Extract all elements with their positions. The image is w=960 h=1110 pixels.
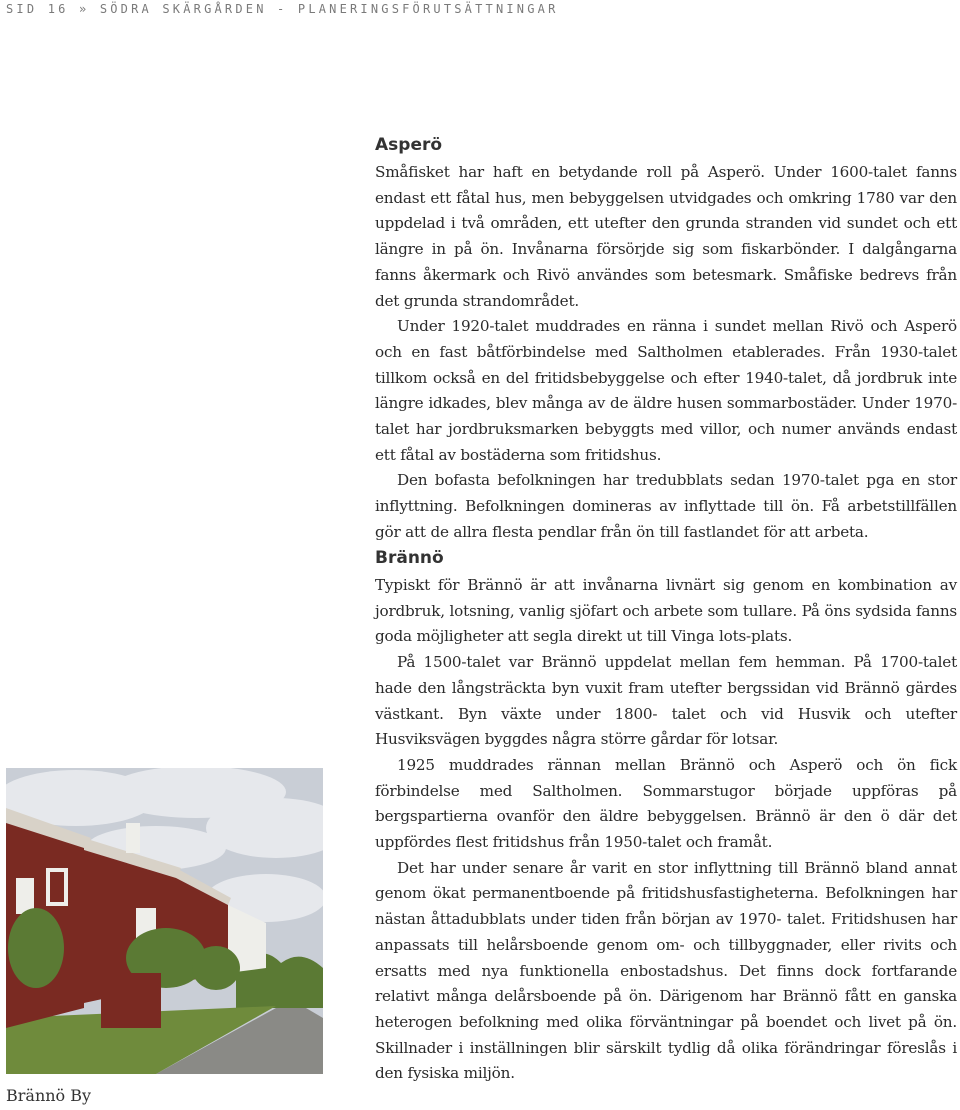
- paragraph: Under 1920-talet muddrades en ränna i sundet mellan Rivö och Asperö och en fast båtförbindelse med Saltholmen etablerades. Från 1930-talet tillkom också en del fritidsbebyggelse och efter 1940-talet, då jordbruk inte längre idkades, blev många av de äldre husen sommarbostäder. Under 1970- talet har jordbruksmarken bebyggts med villor, och numer används endast ett fåtal av bostäderna som fritidshus.: [375, 317, 957, 464]
- paragraph: Småfisket har haft en betydande roll på Asperö. Under 1600-talet fanns endast ett fåtal hus, men bebyggelsen utvidgades och omkring 1780 var den uppdelad i två områden, ett utefter den grunda stranden vid sundet och ett längre in på ön. Invånarna försörjde sig som fiskarbönder. I dalgångarna fanns åkermark och Rivö användes som betesmark. Småfiske bedrevs från det grunda strandområdet.: [375, 163, 957, 310]
- section-heading: Asperö: [375, 135, 443, 155]
- running-header: SID 16 » SÖDRA SKÄRGÅRDEN - PLANERINGSFÖRUTSÄTTNINGAR: [6, 2, 559, 16]
- paragraph: Det har under senare år varit en stor inflyttning till Brännö bland annat genom ökat permanentboende på fritidshusfastigheterna. Befolkningen har nästan åttadubblats under tiden från början av 1970- talet. Fritidshusen har anpassats till helårsboende genom om- och tillbyggnader, eller rivits och ersatts med nya funktionella enbostadshus. Det finns dock fortfarande relativt många delårsboende på ön. Därigenom har Brännö fått en ganska heterogen befolkning med olika förväntningar på boendet och livet på ön. Skillnader i inställningen blir särskilt tydlig då olika förändringar föreslås i den fysiska miljön.: [375, 858, 957, 1083]
- paragraph: På 1500-talet var Brännö uppdelat mellan fem hemman. På 1700-talet hade den långsträckta byn vuxit fram utefter bergssidan vid Brännö gärdes västkant. Byn växte under 1800- talet och vid Husvik och utefter Husviksvägen byggdes några större gårdar för lotsar.: [375, 653, 957, 749]
- village-photo: [6, 768, 323, 1074]
- paragraph: Typiskt för Brännö är att invånarna livnärt sig genom en kombination av jordbruk, lotsning, vanlig sjöfart och arbete som tullare. På öns sydsida fanns goda möjligheter att segla direkt ut till Vinga lots-plats.: [375, 576, 957, 646]
- section-heading: Brännö: [375, 548, 444, 568]
- photo-caption: Brännö By: [6, 1086, 92, 1105]
- section-brannö: [375, 547, 957, 1087]
- section-asperö: [375, 134, 957, 546]
- village-photo-illustration: [6, 768, 323, 1074]
- paragraph: Den bofasta befolkningen har tredubblats sedan 1970-talet pga en stor inflyttning. Befolkningen domineras av inflyttade till ön. Få arbetstillfällen gör att de allra flesta pendlar från ön till fastlandet för att arbeta.: [375, 471, 957, 541]
- photo-fence: [101, 973, 161, 1028]
- paragraph: 1925 muddrades rännan mellan Brännö och Asperö och ön fick förbindelse med Saltholmen. Sommarstugor började uppföras på bergspartierna ovanför den äldre bebyggelsen. Brännö är den ö där det uppfördes flest fritidshus från 1950-talet och framåt.: [375, 755, 957, 852]
